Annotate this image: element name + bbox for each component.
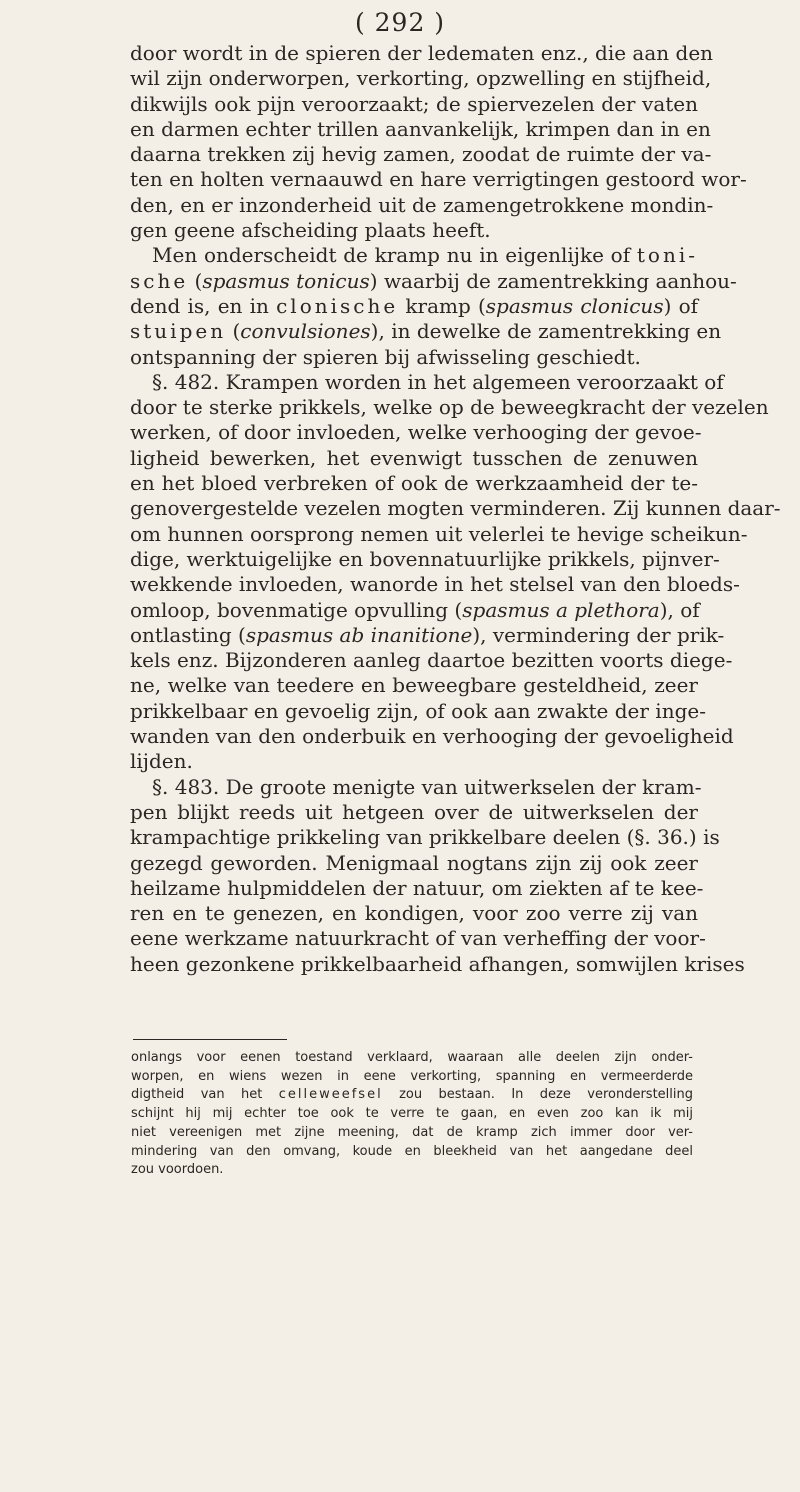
text-line xyxy=(130,41,714,66)
text-segment: ), of xyxy=(659,597,700,622)
text-segment: ), in dewelke de zamentrekking en xyxy=(370,319,722,344)
text-line xyxy=(130,345,698,370)
text-line xyxy=(130,749,698,774)
text-segment: ligheid bewerken, het evenwigt tusschen de zenuwen xyxy=(130,445,698,470)
text-line xyxy=(130,774,702,800)
text-segment: ontspanning der spieren bij afwisseling geschiedt. xyxy=(130,344,641,369)
text-segment: den, en er inzonderheid uit de zamengetrokkene mondin- xyxy=(130,192,714,217)
text-segment: niet vereenigen met zijne meening, dat de kramp zich immer door ver- xyxy=(131,1124,693,1140)
text-line xyxy=(130,875,704,901)
text-segment: prikkelbaar en gevoelig zijn, of ook aan zwakte der inge- xyxy=(130,698,706,723)
footnote-rule xyxy=(133,1039,287,1040)
text-segment: heilzame hulpmiddelen der natuur, om ziekten af te kee- xyxy=(130,875,704,900)
text-segment: door te sterke prikkels, welke op de beweegkracht der vezelen xyxy=(130,395,769,420)
paragraph xyxy=(130,369,781,775)
italic-term: spasmus tonicus xyxy=(202,268,370,293)
text-line xyxy=(130,294,698,319)
text-line xyxy=(130,420,702,445)
text-segment: onlangs voor eenen toestand verklaard, waaraan alle deelen zijn onder- xyxy=(131,1050,693,1065)
spaced-term: toni- xyxy=(636,243,698,268)
italic-term: spasmus clonicus xyxy=(485,293,664,318)
text-line xyxy=(130,622,725,648)
text-segment: daarna trekken zij hevig zamen, zoodat de ruimte der va- xyxy=(130,142,712,167)
text-line xyxy=(130,901,698,926)
spaced-term: celleweefsel xyxy=(278,1087,383,1103)
text-segment: en darmen echter trillen aanvankelijk, krimpen dan in en xyxy=(130,116,711,141)
text-line xyxy=(130,116,711,142)
text-segment: omloop, bovenmatige opvulling ( xyxy=(130,597,463,622)
text-line xyxy=(130,446,698,471)
text-line xyxy=(130,546,720,572)
text-segment: dikwijls ook pijn veroorzaakt; de spiervezelen der vaten xyxy=(130,91,698,116)
text-line xyxy=(130,825,720,850)
text-line xyxy=(130,698,706,724)
text-line xyxy=(130,192,714,218)
text-line xyxy=(130,142,712,167)
text-line xyxy=(131,1049,693,1068)
text-line xyxy=(130,572,740,597)
text-segment: §. 483. De groote menigte van uitwerkselen der kram- xyxy=(152,774,702,799)
paragraph xyxy=(130,774,745,977)
text-line xyxy=(130,598,698,623)
spaced-term: clonische xyxy=(276,293,399,318)
text-line xyxy=(130,648,733,673)
text-segment: ( xyxy=(226,319,241,344)
text-segment: om hunnen oorsprong nemen uit velerlei te hevige scheikun- xyxy=(130,521,748,546)
text-segment: kramp ( xyxy=(398,293,486,318)
text-line xyxy=(130,926,706,951)
paragraph xyxy=(130,41,747,243)
text-line xyxy=(130,521,748,547)
text-line xyxy=(130,243,698,268)
text-line xyxy=(131,1068,693,1087)
text-line xyxy=(131,1124,693,1143)
text-line xyxy=(131,1161,693,1180)
paragraph xyxy=(130,243,737,369)
text-segment: ( xyxy=(188,268,203,293)
text-segment: ren en te genezen, en kondigen, voor zoo verre zij van xyxy=(130,901,698,926)
text-line xyxy=(130,92,698,117)
text-segment: schijnt hij mij echter toe ook te verre te gaan, en even zoo kan ik mij xyxy=(131,1106,693,1122)
spaced-term: stuipen xyxy=(130,319,227,344)
text-segment: ) of xyxy=(663,293,699,318)
italic-term: spasmus a plethora xyxy=(462,597,660,622)
text-segment: worpen, en wiens wezen in eene verkorting, spanning en vermeerderde xyxy=(131,1068,693,1084)
text-line xyxy=(130,66,712,91)
text-line xyxy=(130,496,781,521)
italic-term: convulsiones xyxy=(240,319,371,344)
text-line xyxy=(130,471,698,496)
text-segment: ne, welke van teedere en beweegbare gesteldheid, zeer xyxy=(130,673,698,698)
main-text xyxy=(130,41,781,977)
footnote xyxy=(131,1049,693,1180)
text-line xyxy=(130,951,745,977)
text-segment: ontlasting ( xyxy=(130,622,246,647)
text-segment: dige, werktuigelijke en bovennatuurlijke prikkels, pijnver- xyxy=(130,546,720,571)
text-segment: zou voordoen. xyxy=(131,1162,224,1178)
text-line xyxy=(130,851,698,876)
text-segment: wil zijn onderworpen, verkorting, opzwelling en stijfheid, xyxy=(130,66,712,91)
text-line xyxy=(130,218,698,243)
text-segment: §. 482. Krampen worden in het algemeen veroorzaakt of xyxy=(152,369,724,394)
text-line xyxy=(130,724,734,749)
text-segment: werken, of door invloeden, welke verhooging der gevoe- xyxy=(130,420,702,445)
text-segment: genovergestelde vezelen mogten verminderen. Zij kunnen daar- xyxy=(130,496,781,521)
text-line xyxy=(130,395,769,420)
text-line xyxy=(130,800,698,825)
text-segment: Men onderscheidt de kramp nu in eigenlijke of xyxy=(152,243,637,268)
text-line xyxy=(131,1105,693,1124)
text-segment: dend is, en in xyxy=(130,293,277,318)
text-line xyxy=(131,1143,693,1162)
italic-term: spasmus ab inanitione xyxy=(245,622,473,647)
page-number: ( 292 ) xyxy=(354,8,446,37)
text-segment: en het bloed verbreken of ook de werkzaamheid der te- xyxy=(130,471,698,496)
spaced-term: sche xyxy=(130,268,189,293)
text-segment: zou bestaan. In deze veronderstelling xyxy=(382,1087,693,1103)
text-segment: lijden. xyxy=(130,749,193,774)
text-line xyxy=(131,1086,693,1105)
text-segment: digtheid van het xyxy=(131,1087,279,1103)
text-segment: wekkende invloeden, wanorde in het stelsel van den bloeds- xyxy=(130,572,740,597)
text-segment: eene werkzame natuurkracht of van verheffing der voor- xyxy=(130,926,706,951)
text-line xyxy=(130,319,722,344)
text-segment: ten en holten vernaauwd en hare verrigtingen gestoord wor- xyxy=(130,167,747,192)
text-segment: krampachtige prikkeling van prikkelbare deelen (§. 36.) is xyxy=(130,825,720,850)
text-segment: ), vermindering der prik- xyxy=(472,622,725,647)
text-segment: heen gezonkene prikkelbaarheid afhangen, somwijlen krises xyxy=(130,951,745,976)
text-line xyxy=(130,167,747,192)
text-segment: pen blijkt reeds uit hetgeen over de uitwerkselen der xyxy=(130,799,698,824)
text-line xyxy=(130,369,724,395)
text-line xyxy=(130,673,698,698)
text-segment: gezegd geworden. Menigmaal nogtans zijn zij ook zeer xyxy=(130,850,698,875)
text-segment: gen geene afscheiding plaats heeft. xyxy=(130,218,491,243)
text-segment: wanden van den onderbuik en verhooging der gevoeligheid xyxy=(130,724,734,749)
text-line xyxy=(130,268,737,294)
text-segment: ) waarbij de zamentrekking aanhou- xyxy=(369,268,737,293)
text-segment: mindering van den omvang, koude en bleekheid van het aangedane deel xyxy=(131,1143,693,1159)
text-segment: door wordt in de spieren der ledematen enz., die aan den xyxy=(130,41,714,65)
text-segment: kels enz. Bijzonderen aanleg daartoe bezitten voorts diege- xyxy=(130,648,733,673)
